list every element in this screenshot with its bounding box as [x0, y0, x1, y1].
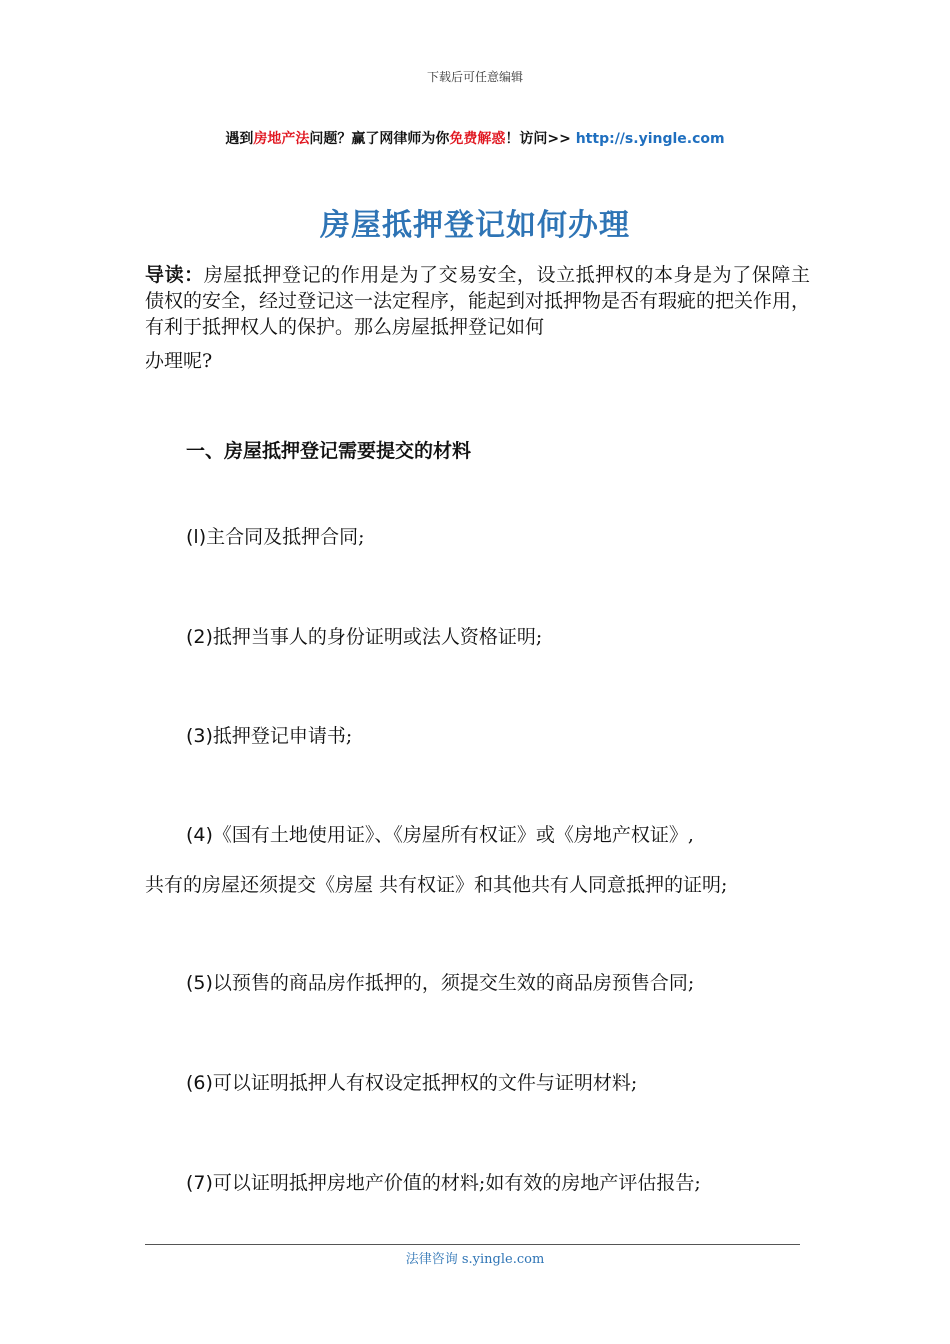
list-item: [186, 1168, 701, 1195]
list-item-number: (6): [186, 1072, 213, 1094]
promo-suffix: ！访问>>: [505, 131, 576, 147]
list-item: [186, 522, 365, 549]
intro-paragraph: [145, 262, 810, 374]
footer-link[interactable]: 法律咨询 s.yingle.com: [405, 1252, 545, 1267]
list-item-number: (4): [186, 824, 213, 846]
list-item-number: (5): [186, 972, 213, 994]
intro-last-line: 办理呢?: [145, 350, 213, 372]
list-item: [186, 622, 542, 649]
list-item-text: 《国有土地使用证》、《房屋所有权证》或《房地产权证》,: [212, 824, 694, 846]
list-item: [186, 968, 694, 995]
list-item-text: 抵押当事人的身份证明或法人资格证明;: [212, 626, 543, 648]
list-item-continuation: 共有的房屋还须提交《房屋 共有权证》和其他共有人同意抵押的证明;: [145, 874, 728, 896]
list-item-number: (3): [186, 725, 213, 747]
list-item: [186, 820, 694, 847]
section-heading: 一、房屋抵押登记需要提交的材料: [186, 440, 472, 462]
promo-banner: [0, 128, 950, 148]
promo-link[interactable]: http://s.yingle.com: [575, 131, 725, 147]
promo-topic: 房地产法: [253, 131, 310, 147]
header-note: 下载后可任意编辑: [426, 70, 523, 84]
promo-free: 免费解惑: [449, 131, 506, 147]
promo-mid: 问题？赢了网律师为你: [309, 131, 450, 147]
list-item-text: 以预售的商品房作抵押的，须提交生效的商品房预售合同;: [212, 972, 695, 994]
list-item-text: 可以证明抵押房地产价值的材料;如有效的房地产评估报告;: [212, 1172, 701, 1194]
list-item: [186, 1068, 637, 1095]
list-item-text: 抵押登记申请书;: [212, 725, 353, 747]
list-item-text: 可以证明抵押人有权设定抵押权的文件与证明材料;: [212, 1072, 638, 1094]
intro-text: 房屋抵押登记的作用是为了交易安全，设立抵押权的本身是为了保障主债权的安全，经过登记这一法定程序，能起到对抵押物是否有瑕疵的把关作用，有利于抵押权人的保护。那么房屋抵押登记如何: [145, 264, 811, 338]
list-item-number: (l): [186, 526, 207, 548]
list-item-text: 主合同及抵押合同;: [206, 526, 365, 548]
list-item: [186, 721, 352, 748]
document-title: 房屋抵押登记如何办理: [320, 208, 630, 243]
intro-label: 导读：: [145, 264, 204, 286]
footer-divider: [145, 1244, 800, 1245]
list-item-number: (7): [186, 1172, 213, 1194]
list-item-number: (2): [186, 626, 213, 648]
promo-prefix: 遇到: [225, 131, 254, 147]
